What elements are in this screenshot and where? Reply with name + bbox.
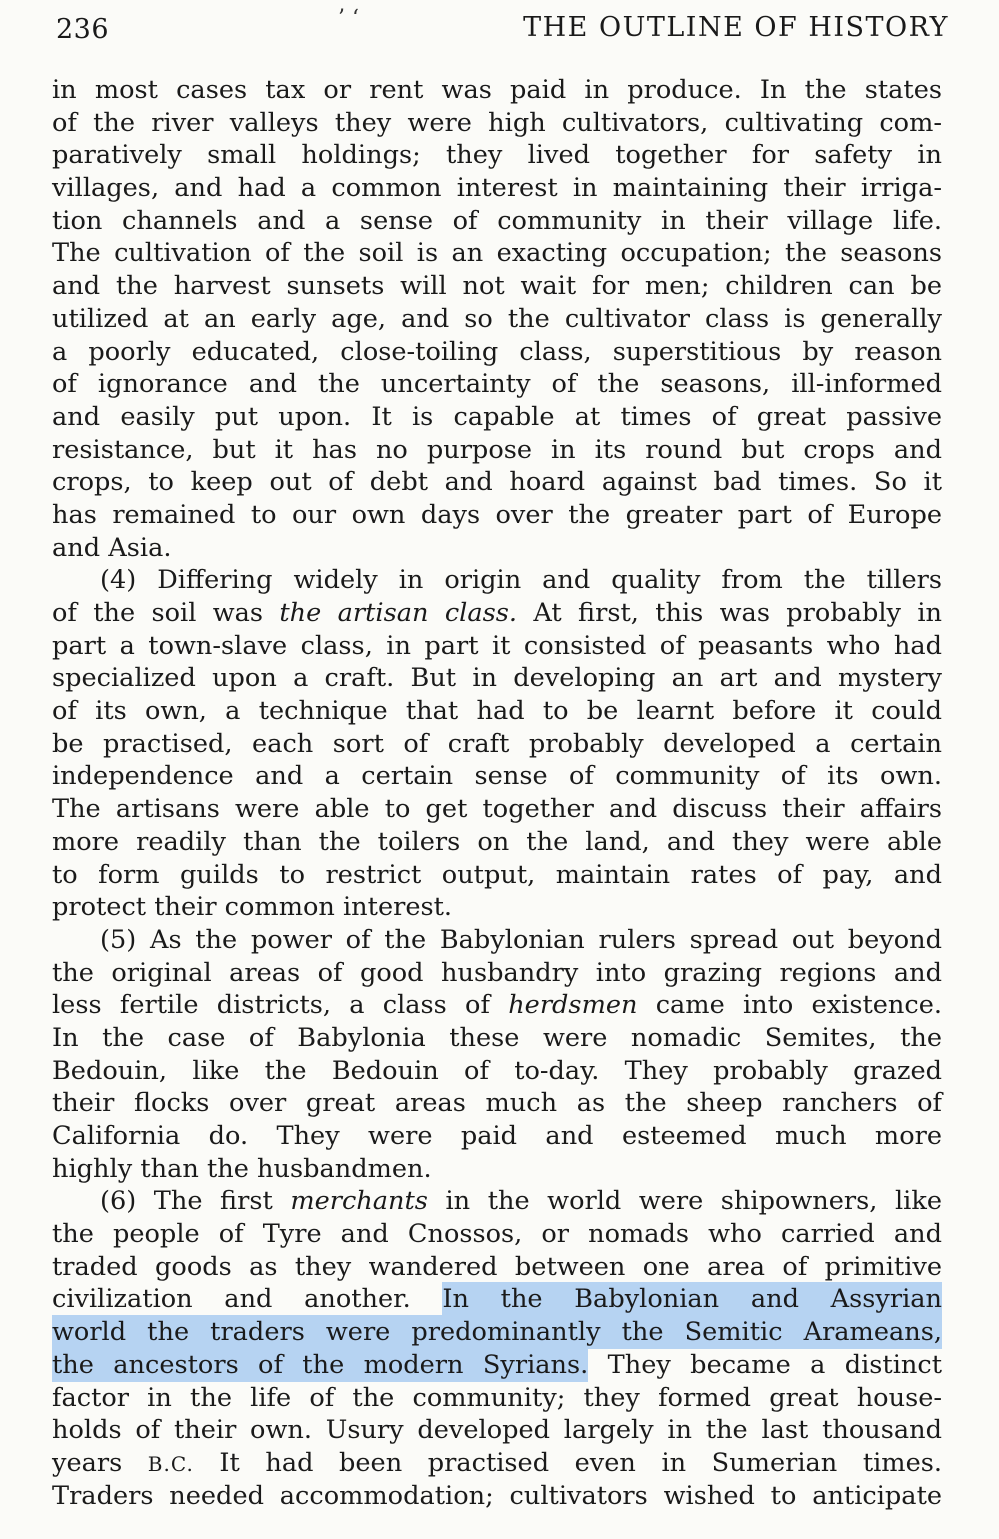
paragraph-artisans xyxy=(52,564,942,924)
text-line: of the river valleys they were high cultivators, cultivating com- xyxy=(52,107,942,138)
text-line: specialized upon a craft. But in developing an art and mystery xyxy=(52,663,942,694)
text-line: In the case of Babylonia these were nomadic Semites, the xyxy=(52,1022,942,1053)
italic-term: merchants xyxy=(290,1186,428,1217)
text-line: protect their common interest. xyxy=(52,892,453,923)
text-span: less fertile districts, a class of xyxy=(52,990,509,1021)
italic-term: herdsmen xyxy=(508,990,638,1021)
italic-term: the artisan class. xyxy=(279,598,518,628)
text-line: villages, and had a common interest in maintaining their irriga- xyxy=(52,173,942,204)
text-line xyxy=(52,1283,942,1316)
text-line: (4) Differing widely in origin and quality from the tillers xyxy=(100,565,942,596)
text-line: their flocks over great areas much as the sheep ranchers of xyxy=(52,1088,942,1119)
text-line: highly than the husbandmen. xyxy=(52,1153,432,1184)
text-span: in the world were shipowners, like xyxy=(427,1186,942,1217)
era-abbreviation: B.C. xyxy=(147,1451,194,1476)
text-line: crops, to keep out of debt and hoard against bad times. So it xyxy=(52,467,942,498)
text-line xyxy=(52,989,942,1022)
text-line: and easily put upon. It is capable at times of great passive xyxy=(52,401,942,432)
text-line: in most cases tax or rent was paid in produce. In the states xyxy=(52,75,942,105)
text-line: paratively small holdings; they lived together for safety in xyxy=(52,140,942,171)
text-line: utilized at an early age, and so the cultivator class is generally xyxy=(52,303,942,334)
text-line: a poorly educated, close-toiling class, superstitious by reason xyxy=(52,336,942,367)
highlighted-selection[interactable]: the ancestors of the modern Syrians. xyxy=(52,1349,589,1380)
text-line: resistance, but it has no purpose in its round but crops and xyxy=(52,434,942,465)
text-line: of its own, a technique that had to be learnt before it could xyxy=(52,696,942,727)
page-number: 236 xyxy=(56,14,110,45)
text-line: has remained to our own days over the greater part of Europe xyxy=(52,499,942,530)
text-line: and Asia. xyxy=(52,532,172,563)
text-line: independence and a certain sense of community of its own. xyxy=(52,761,942,792)
text-span: of the soil was xyxy=(52,598,280,628)
text-line: of ignorance and the uncertainty of the seasons, ill-informed xyxy=(52,369,942,400)
text-span: years xyxy=(52,1447,148,1478)
body-text xyxy=(52,74,942,1512)
text-line: The artisans were able to get together and discuss their affairs xyxy=(52,794,942,825)
text-line: to form guilds to restrict output, maintain rates of pay, and xyxy=(52,859,942,890)
text-line: traded goods as they wandered between one area of primitive xyxy=(52,1251,942,1282)
text-span: They became a distinct xyxy=(588,1349,942,1380)
text-line xyxy=(52,1185,942,1218)
text-line xyxy=(52,1349,942,1382)
text-line xyxy=(52,597,942,630)
running-head: THE OUTLINE OF HISTORY xyxy=(523,12,949,43)
text-span: civilization and another. xyxy=(52,1284,443,1315)
paragraph-merchants xyxy=(52,1185,942,1512)
text-line xyxy=(52,1447,942,1480)
text-line: The cultivation of the soil is an exacting occupation; the seasons xyxy=(52,238,942,269)
text-line: holds of their own. Usury developed largely in the last thousand xyxy=(52,1415,942,1446)
page-header xyxy=(56,8,949,50)
text-line: more readily than the toilers on the land, and they were able xyxy=(52,826,942,857)
text-line: the original areas of good husbandry into grazing regions and xyxy=(52,957,942,988)
text-line xyxy=(52,1316,942,1349)
text-line: factor in the life of the community; they formed great house- xyxy=(52,1382,942,1413)
text-span: (6) The first xyxy=(100,1186,291,1217)
text-span: came into existence. xyxy=(637,990,942,1021)
text-line: Bedouin, like the Bedouin of to-day. They probably grazed xyxy=(52,1055,942,1086)
paragraph-cultivators xyxy=(52,74,942,564)
print-mark: ’ ‘ xyxy=(338,6,359,31)
highlighted-selection[interactable]: In the Babylonian and Assyrian xyxy=(442,1284,943,1315)
text-span: At first, this was probably in xyxy=(517,598,942,628)
paragraph-herdsmen xyxy=(52,924,942,1186)
text-line: and the harvest sunsets will not wait for men; children can be xyxy=(52,271,942,302)
text-line: be practised, each sort of craft probably developed a certain xyxy=(52,728,942,759)
text-line: the people of Tyre and Cnossos, or nomads who carried and xyxy=(52,1219,942,1250)
text-span: It had been practised even in Sumerian times. xyxy=(193,1447,942,1478)
text-line: tion channels and a sense of community in their village life. xyxy=(52,205,942,236)
text-line: (5) As the power of the Babylonian rulers spread out beyond xyxy=(100,924,942,955)
text-line: Traders needed accommodation; cultivators wished to anticipate xyxy=(52,1480,942,1511)
highlighted-selection[interactable]: world the traders were predominantly the Semitic Arameans, xyxy=(52,1317,942,1348)
text-line: part a town-slave class, in part it consisted of peasants who had xyxy=(52,630,942,661)
text-line: California do. They were paid and esteemed much more xyxy=(52,1121,942,1151)
